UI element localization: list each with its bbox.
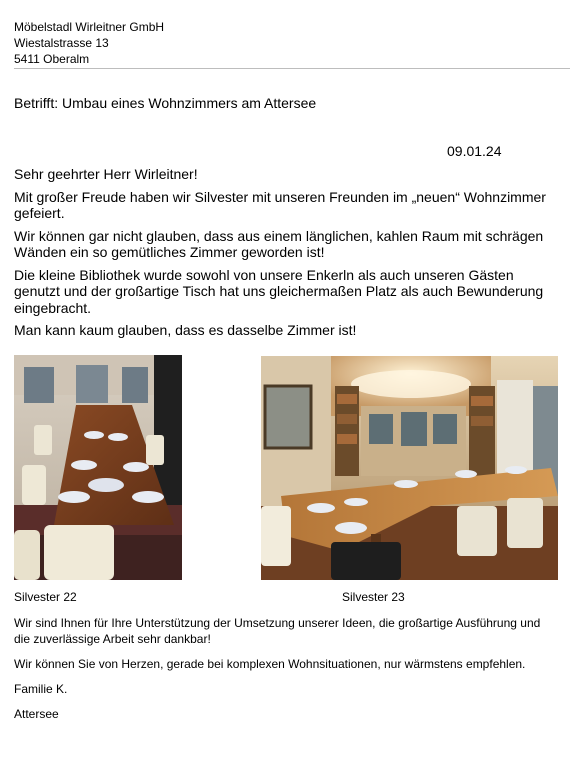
photo-caption-after: Silvester 23 [342, 590, 405, 604]
letterhead [14, 19, 164, 67]
paragraph: Wir können gar nicht glauben, dass aus einem länglichen, kahlen Raum mit schrägen Wänden ein so gemütliches Zimmer geworden ist! [14, 227, 544, 260]
company-name: Möbelstadl Wirleitner GmbH [14, 20, 165, 34]
letter-body [14, 166, 554, 345]
header-divider [14, 68, 570, 69]
closing-paragraph: Wir können Sie von Herzen, gerade bei komplexen Wohnsituationen, nur wärmstens empfehlen. [14, 657, 526, 671]
letter-date: 09.01.24 [447, 143, 502, 159]
paragraph: Man kann kaum glauben, dass es dasselbe Zimmer ist! [14, 322, 357, 338]
closing-paragraph: Wir sind Ihnen für Ihre Unterstützung der Umsetzung unserer Ideen, die großartige Ausführung und die zuverlässige Arbeit sehr dankbar! [14, 616, 541, 646]
signature: Familie K. [14, 682, 68, 696]
paragraph: Mit großer Freude haben wir Silvester mit unseren Freunden im „neuen“ Wohnzimmer gefeiert. [14, 188, 546, 221]
subject-line: Betrifft: Umbau eines Wohnzimmers am Attersee [14, 95, 317, 111]
photo-after [261, 356, 558, 580]
company-street: Wiestalstrasse 13 [14, 36, 109, 50]
place: Attersee [14, 707, 59, 721]
photo-before [14, 355, 182, 580]
photo-caption-before: Silvester 22 [14, 590, 77, 604]
company-city: 5411 Oberalm [14, 52, 90, 66]
salutation: Sehr geehrter Herr Wirleitner! [14, 166, 198, 182]
closing-section [14, 615, 554, 731]
paragraph: Die kleine Bibliothek wurde sowohl von unsere Enkerln als auch unseren Gästen genutzt und der großartige Tisch hat uns gleichermaßen Platz als auch Bewunderung eingebracht. [14, 266, 544, 316]
